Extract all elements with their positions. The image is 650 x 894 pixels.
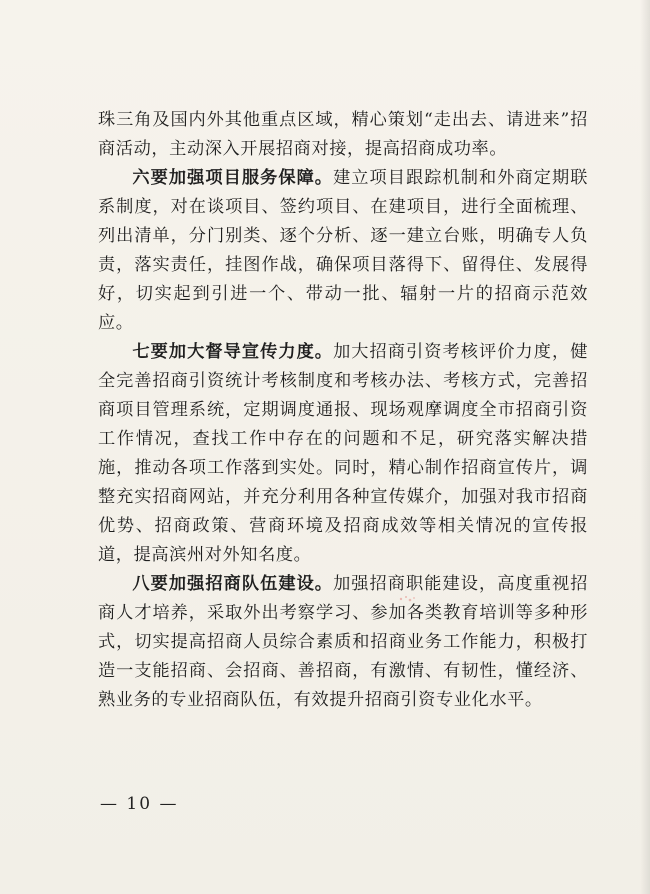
- paragraph-text: 加大招商引资考核评价力度，健全完善招商引资统计考核制度和考核办法、考核方式，完善招商项目管理系统，定期调度通报、现场观摩调度全市招商引资工作情况，查找工作中存在的问题和不足，研究落实解决措施，推动各项工作落到实处。同时，精心制作招商宣传片，调整充实招商网站，并充分利用各种宣传媒介，加强对我市招商优势、招商政策、营商环境及招商成效等相关情况的宣传报道，提高滨州对外知名度。: [98, 342, 588, 565]
- paragraph-project-service: [98, 164, 588, 338]
- page-number: — 10 —: [100, 794, 179, 814]
- paragraph-heading: 八要加强招商队伍建设。: [132, 574, 334, 594]
- paragraph-text: 加强招商职能建设，高度重视招商人才培养，采取外出考察学习、参加各类教育培训等多种形式，切实提高招商人员综合素质和招商业务工作能力，积极打造一支能招商、会招商、善招商，有激情、有韧性，懂经济、熟业务的专业招商队伍，有效提升招商引资专业化水平。: [98, 574, 588, 710]
- paragraph-heading: 六要加强项目服务保障。: [132, 168, 334, 188]
- paragraph-continuation: [98, 106, 588, 164]
- paragraph-heading: 七要加大督导宣传力度。: [132, 342, 334, 362]
- body-text: [98, 106, 588, 715]
- paragraph-text: 珠三角及国内外其他重点区域，精心策划“走出去、请进来”招商活动，主动深入开展招商对接，提高招商成功率。: [98, 110, 588, 159]
- red-ink-speck: [398, 594, 416, 604]
- paragraph-text: 建立项目跟踪机制和外商定期联系制度，对在谈项目、签约项目、在建项目，进行全面梳理、列出清单，分门别类、逐个分析、逐一建立台账，明确专人负责，落实责任，挂图作战，确保项目落得下、留得住、发展得好，切实起到引进一个、带动一批、辐射一片的招商示范效应。: [98, 168, 588, 333]
- paragraph-team-building: [98, 570, 588, 715]
- page-edge-shadow: [640, 0, 650, 894]
- paragraph-supervision-publicity: [98, 338, 588, 570]
